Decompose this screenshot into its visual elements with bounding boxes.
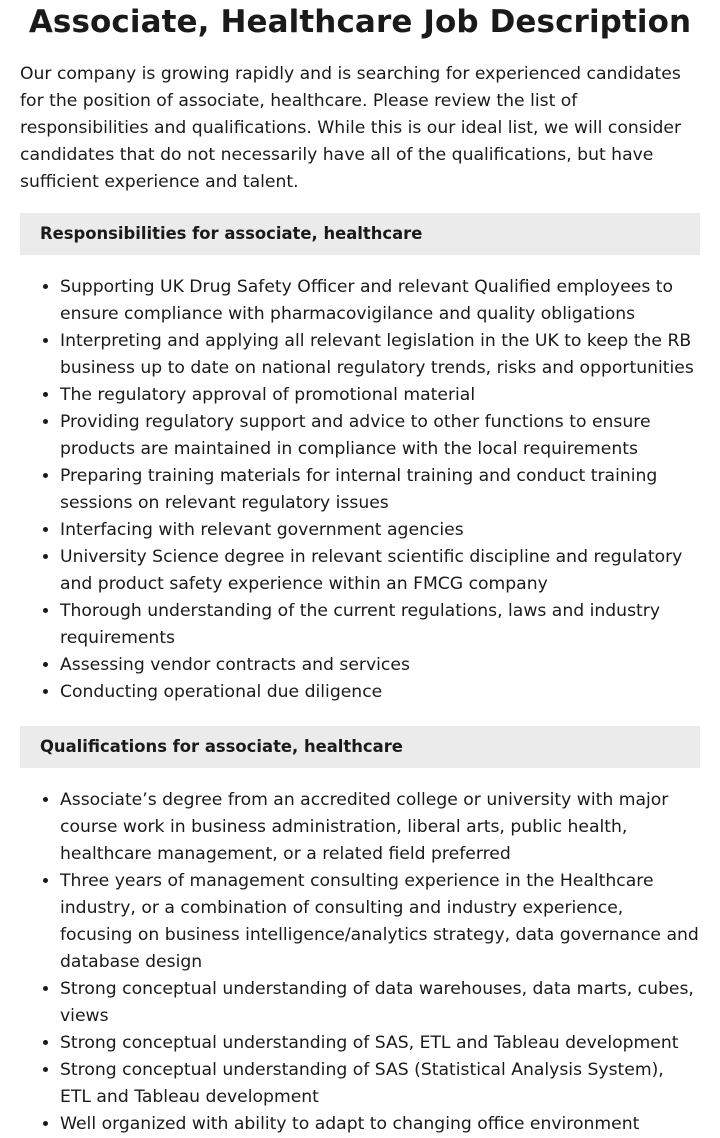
list-item: • Preparing training materials for internal training and conduct training sessions on relevant regulatory issues [60, 463, 700, 517]
list-item: • Strong conceptual understanding of SAS (Statistical Analysis System), ETL and Tableau development [60, 1057, 700, 1111]
list-item: • University Science degree in relevant scientific discipline and regulatory and product safety experience within an FMCG company [60, 544, 700, 598]
list-item: • Assessing vendor contracts and services [60, 652, 700, 679]
list-item: • Three years of management consulting experience in the Healthcare industry, or a combination of consulting and industry experience, focusing on business intelligence/analytics strategy, data governance and database design [60, 868, 700, 976]
responsibilities-list [20, 274, 700, 706]
page-title: Associate, Healthcare Job Description [28, 4, 692, 40]
intro-paragraph: Our company is growing rapidly and is searching for experienced candidates for the position of associate, healthcare. Please review the list of responsibilities and qualifications. While this is our ideal list, we will consider candidates that do not necessarily have all of the qualifications, but have sufficient experience and talent. [20, 64, 682, 192]
list-item: • Well organized with ability to adapt to changing office environment [60, 1111, 700, 1138]
list-item: • Supporting UK Drug Safety Officer and relevant Qualified employees to ensure compliance with pharmacovigilance and quality obligations [60, 274, 700, 328]
list-item: • Interfacing with relevant government agencies [60, 517, 700, 544]
list-item: • Associate’s degree from an accredited college or university with major course work in business administration, liberal arts, public health, healthcare management, or a related field preferred [60, 787, 700, 868]
list-item: • Strong conceptual understanding of SAS, ETL and Tableau development [60, 1030, 700, 1057]
qualifications-heading: Qualifications for associate, healthcare [20, 726, 700, 768]
responsibilities-heading: Responsibilities for associate, healthcare [20, 213, 700, 255]
qualifications-list [20, 787, 700, 1138]
list-item: • The regulatory approval of promotional material [60, 382, 700, 409]
list-item: • Thorough understanding of the current regulations, laws and industry requirements [60, 598, 700, 652]
list-item: • Strong conceptual understanding of data warehouses, data marts, cubes, views [60, 976, 700, 1030]
list-item: • Providing regulatory support and advice to other functions to ensure products are maintained in compliance with the local requirements [60, 409, 700, 463]
list-item: • Interpreting and applying all relevant legislation in the UK to keep the RB business up to date on national regulatory trends, risks and opportunities [60, 328, 700, 382]
list-item: • Conducting operational due diligence [60, 679, 700, 706]
